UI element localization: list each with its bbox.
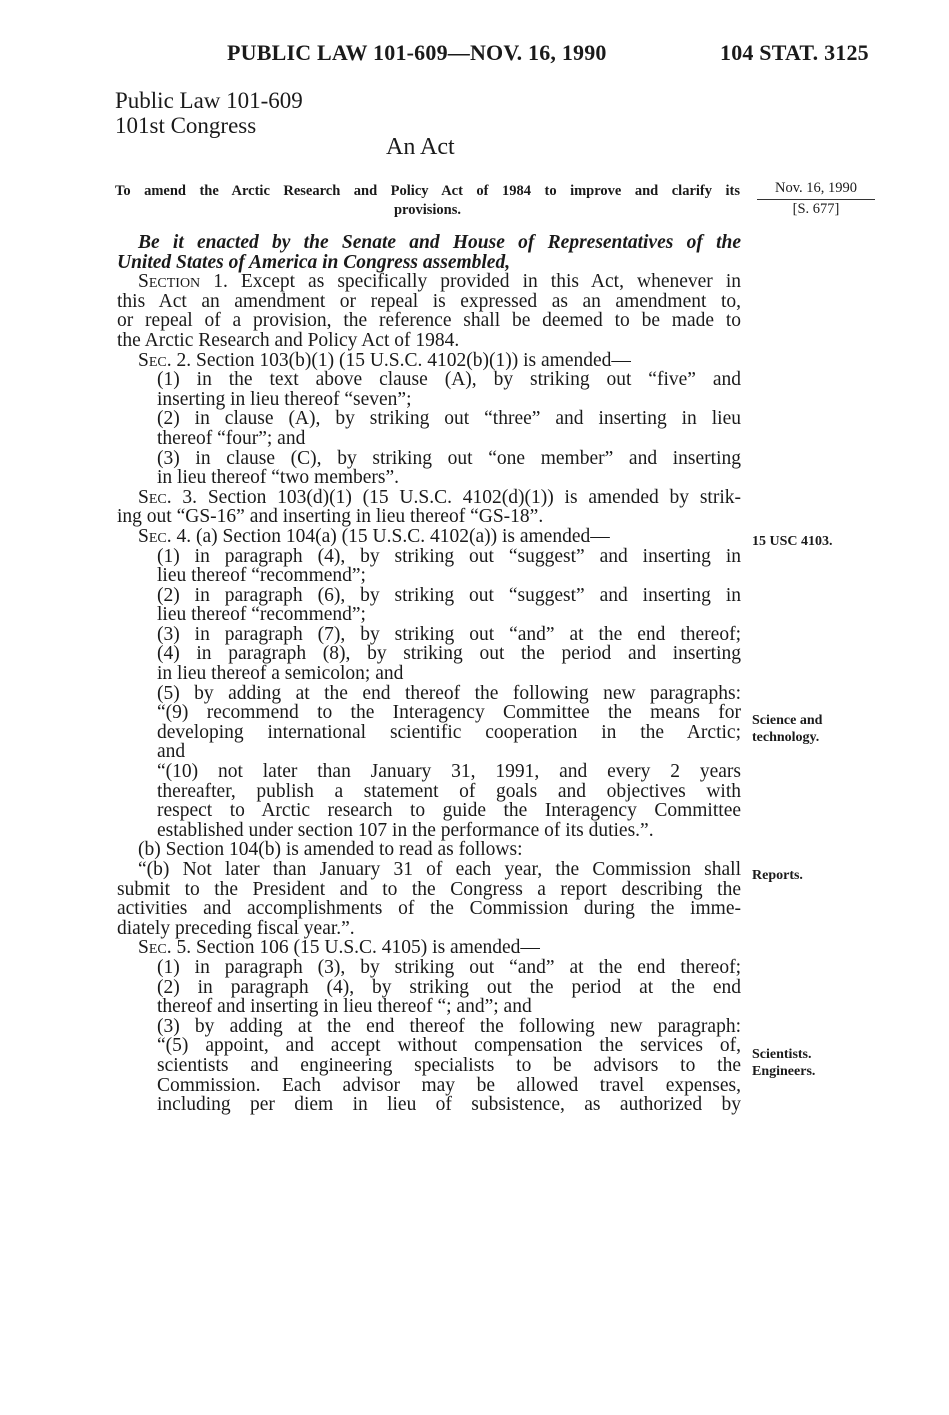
section-4-para-1-line-1: (1) in paragraph (4), by striking out “suggest” and inserting in xyxy=(157,545,741,567)
section-2-para-1-line-1: (1) in the text above clause (A), by striking out “five” and xyxy=(157,369,741,391)
public-law-number: Public Law 101-609 xyxy=(115,88,303,113)
section-4-para-1-line-2: lieu thereof “recommend”; xyxy=(157,565,366,587)
section-4b-line-4: diately preceding fiscal year.”. xyxy=(117,917,355,939)
margin-note-reports: Reports. xyxy=(752,868,803,883)
margin-science-line-2: technology. xyxy=(752,730,820,745)
new-paragraph-5-line-2: scientists and engineering specialists to be advisors to the xyxy=(157,1054,741,1076)
section-1-line-3: or repeal of a provision, the reference shall be deemed to be made to xyxy=(117,310,741,332)
section-5-para-3: (3) by adding at the end thereof the following new paragraph: xyxy=(157,1015,741,1037)
enacting-clause-line-1: Be it enacted by the Senate and House of Representatives of the xyxy=(138,232,741,253)
law-title-block xyxy=(115,88,303,138)
purpose-line-1: To amend the Arctic Research and Policy Act of 1984 to improve and clarify its xyxy=(115,183,740,199)
section-5-para-2-line-1: (2) in paragraph (4), by striking out the period at the end xyxy=(157,976,741,998)
section-2-para-2-line-2: thereof “four”; and xyxy=(157,427,306,449)
section-3-line-1: Sec. 3. Section 103(d)(1) (15 U.S.C. 4102(d)(1)) is amended by strik- xyxy=(138,486,741,508)
section-4-para-5: (5) by adding at the end thereof the following new paragraphs: xyxy=(157,682,741,704)
congress-number: 101st Congress xyxy=(115,113,257,138)
margin-note-science xyxy=(752,712,822,746)
margin-note-usc: 15 USC 4103. xyxy=(752,534,833,549)
section-1-line-1: Section 1. Except as specifically provided in this Act, whenever in xyxy=(138,271,741,293)
section-2-para-3-line-1: (3) in clause (C), by striking out “one member” and inserting xyxy=(157,447,741,469)
enacting-clause-line-2: United States of America in Congress assembled, xyxy=(117,251,511,273)
new-paragraph-10-line-2: thereafter, publish a statement of goals and objectives with xyxy=(157,780,741,802)
purpose-line-2: provisions. xyxy=(393,202,462,218)
act-purpose xyxy=(115,182,740,220)
section-5-para-2-line-2: thereof and inserting in lieu thereof “; and”; and xyxy=(157,996,532,1018)
act-heading: An Act xyxy=(386,134,455,160)
new-paragraph-10-line-3: respect to Arctic research to guide the Interagency Committee xyxy=(157,800,741,822)
section-2-para-2-line-1: (2) in clause (A), by striking out “three” and inserting in lieu xyxy=(157,408,741,430)
section-4b-line-2: submit to the President and to the Congress a report describing the xyxy=(117,878,741,900)
new-paragraph-10-line-1: “(10) not later than January 31, 1991, and every 2 years xyxy=(157,761,741,783)
new-paragraph-9-line-3: and xyxy=(157,741,186,763)
new-paragraph-5-line-1: “(5) appoint, and accept without compensation the services of, xyxy=(157,1035,741,1057)
section-label: Section xyxy=(138,271,201,293)
new-paragraph-5-line-3: Commission. Each advisor may be allowed travel expenses, xyxy=(157,1074,741,1096)
section-5-heading: Sec. 5. Section 106 (15 U.S.C. 4105) is amended— xyxy=(138,937,540,959)
section-4b-line-3: activities and accomplishments of the Commission during the imme- xyxy=(117,898,741,920)
margin-note-scientists xyxy=(752,1046,815,1080)
new-paragraph-9-line-1: “(9) recommend to the Interagency Committee the means for xyxy=(157,702,741,724)
section-1-line-4: the Arctic Research and Policy Act of 1984. xyxy=(117,329,460,351)
section-4-para-2-line-1: (2) in paragraph (6), by striking out “suggest” and inserting in xyxy=(157,584,741,606)
act-body xyxy=(117,233,741,1115)
section-2-heading: Sec. 2. Section 103(b)(1) (15 U.S.C. 4102(b)(1)) is amended— xyxy=(138,349,631,371)
section-4b-line-1: “(b) Not later than January 31 of each year, the Commission shall xyxy=(138,859,741,880)
margin-science-line-1: Science and xyxy=(752,713,823,728)
section-3-line-2: ing out “GS-16” and inserting in lieu thereof “GS-18”. xyxy=(117,506,544,528)
section-4-para-4-line-2: in lieu thereof a semicolon; and xyxy=(157,663,404,685)
new-paragraph-9-line-2: developing international scientific cooperation in the Arctic; xyxy=(157,721,741,743)
section-2-para-3-line-2: in lieu thereof “two members”. xyxy=(157,467,400,489)
statute-reference: 104 STAT. 3125 xyxy=(720,40,869,65)
section-1-line-2: this Act an amendment or repeal is expressed as an amendment to, xyxy=(117,290,741,312)
running-head: PUBLIC LAW 101-609—NOV. 16, 1990 xyxy=(227,40,607,65)
enactment-date: Nov. 16, 1990 xyxy=(757,179,875,200)
section-4-para-2-line-2: lieu thereof “recommend”; xyxy=(157,604,366,626)
bill-number: [S. 677] xyxy=(792,201,840,217)
margin-scientists: Scientists. xyxy=(752,1047,812,1062)
margin-enactment-date xyxy=(757,179,875,219)
section-2-para-1-line-2: inserting in lieu thereof “seven”; xyxy=(157,388,412,410)
section-4b-heading: (b) Section 104(b) is amended to read as follows: xyxy=(138,839,523,861)
section-4-para-3: (3) in paragraph (7), by striking out “and” at the end thereof; xyxy=(157,623,741,645)
section-5-para-1: (1) in paragraph (3), by striking out “and” at the end thereof; xyxy=(157,956,741,978)
section-4-heading: Sec. 4. (a) Section 104(a) (15 U.S.C. 4102(a)) is amended— xyxy=(138,525,610,547)
margin-engineers: Engineers. xyxy=(752,1064,816,1079)
new-paragraph-10-line-4: established under section 107 in the performance of its duties.”. xyxy=(157,819,654,841)
section-4-para-4-line-1: (4) in paragraph (8), by striking out the period and inserting xyxy=(157,643,741,665)
new-paragraph-5-line-4: including per diem in lieu of subsistence, as authorized by xyxy=(157,1094,741,1116)
